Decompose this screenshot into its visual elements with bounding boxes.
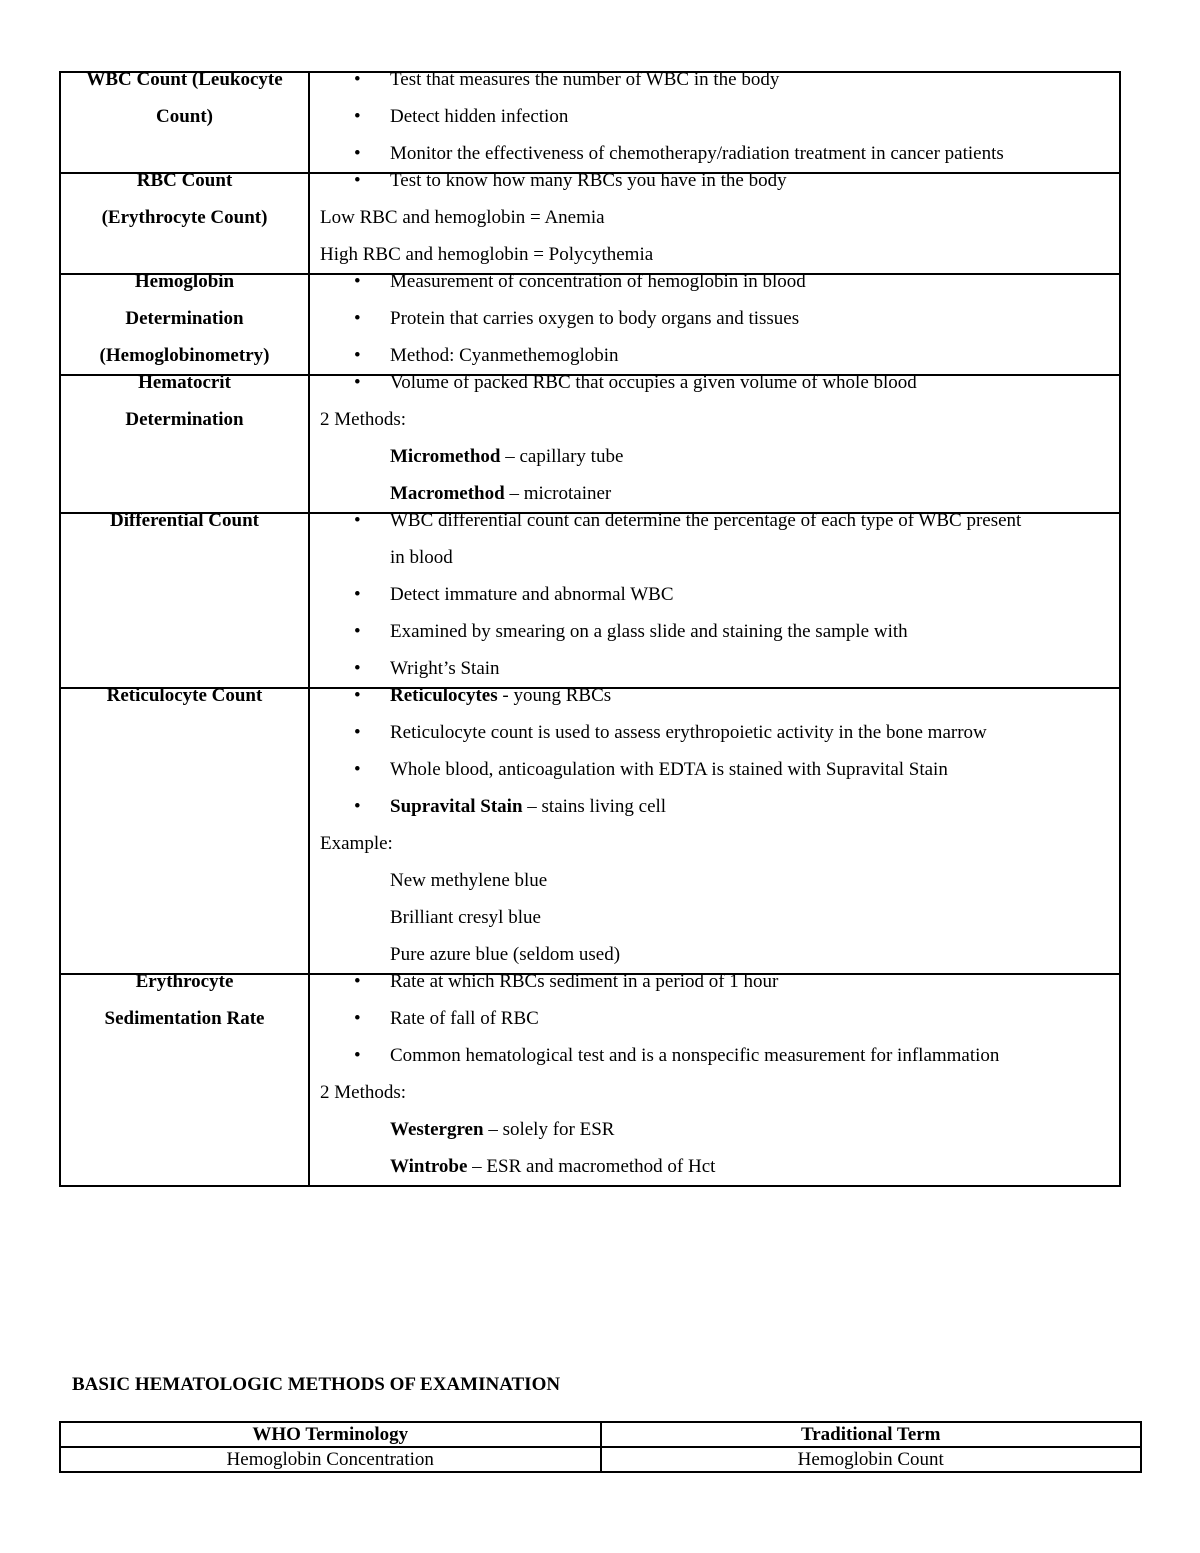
bullet-item [320, 98, 1119, 135]
line-text: Method: Cyanmethemoglobin [390, 345, 619, 366]
test-description-cell [309, 170, 1120, 274]
test-name-line: Hemoglobin [134, 271, 235, 292]
bullet-item [320, 300, 1119, 337]
line-text: Low RBC and hemoglobin = Anemia [320, 207, 605, 228]
test-name-cell [60, 971, 309, 1186]
line-text: Common hematological test and is a nonspecific measurement for inflammation [390, 1045, 1000, 1066]
bold-term: Macromethod [390, 483, 505, 504]
bullet-item [320, 1037, 1119, 1074]
test-name-line: Reticulocyte Count [106, 685, 263, 706]
table-row [60, 173, 1120, 274]
line-text: WBC differential count can determine the percentage of each type of WBC present [390, 510, 1022, 531]
line-text: Reticulocyte count is used to assess erythropoietic activity in the bone marrow [390, 722, 987, 743]
line-text: Protein that carries oxygen to body organs and tissues [390, 308, 800, 329]
table-row [60, 72, 1120, 173]
line-text: High RBC and hemoglobin = Polycythemia [320, 244, 654, 265]
bullet-item [320, 751, 1119, 788]
test-name-line: RBC Count [136, 170, 233, 191]
test-description-cell [309, 69, 1120, 173]
line-text: – microtainer [504, 483, 612, 504]
line-text: – ESR and macromethod of Hct [467, 1156, 716, 1177]
section-title: BASIC HEMATOLOGIC METHODS OF EXAMINATION [72, 1374, 561, 1395]
line-text: - young RBCs [497, 685, 612, 706]
terminology-table [59, 1421, 1142, 1473]
description-line [320, 438, 1119, 475]
test-name-line: Erythrocyte [135, 971, 234, 992]
description-line [320, 899, 1119, 936]
table-row [60, 688, 1120, 974]
line-text: 2 Methods: [320, 1082, 407, 1103]
test-description-cell [309, 372, 1120, 513]
line-text: Whole blood, anticoagulation with EDTA is stained with Supravital Stain [390, 759, 948, 780]
test-name-line: Differential Count [110, 510, 259, 531]
line-text: Monitor the effectiveness of chemotherapy/radiation treatment in cancer patients [390, 143, 1004, 164]
table-row [60, 375, 1120, 513]
bullet-item [320, 1000, 1119, 1037]
table-row [60, 513, 1120, 688]
terminology-body [60, 1447, 1141, 1472]
test-name-cell [60, 510, 309, 688]
test-name-line: Sedimentation Rate [104, 1008, 265, 1029]
table-row [60, 974, 1120, 1186]
traditional-term-cell: Hemoglobin Count [601, 1447, 1142, 1472]
line-text: Example: [320, 833, 393, 854]
description-line [320, 199, 1119, 236]
bullet-item [320, 162, 1119, 199]
terminology-header-row [60, 1422, 1141, 1447]
bullet-item [320, 263, 1119, 300]
header-who-terminology: WHO Terminology [60, 1422, 601, 1447]
who-term-cell: Hemoglobin Concentration [60, 1447, 601, 1472]
bold-term: Supravital Stain [390, 796, 523, 817]
bullet-item [320, 963, 1119, 1000]
hematology-tests-body [60, 69, 1120, 1186]
line-text: Test that measures the number of WBC in the body [390, 69, 780, 90]
test-name-line: (Erythrocyte Count) [101, 207, 268, 228]
line-text: Detect hidden infection [390, 106, 569, 127]
bullet-item [320, 613, 1119, 650]
bullet-item [320, 714, 1119, 751]
line-text: Pure azure blue (seldom used) [390, 944, 621, 965]
line-text: Wright’s Stain [390, 658, 500, 679]
description-line [320, 1074, 1119, 1111]
line-text: Test to know how many RBCs you have in the body [390, 170, 787, 191]
line-text: – solely for ESR [483, 1119, 615, 1140]
line-text: New methylene blue [390, 870, 548, 891]
bullet-item [320, 788, 1119, 825]
description-line [320, 1148, 1119, 1185]
description-line [320, 539, 1119, 576]
line-text: Detect immature and abnormal WBC [390, 584, 674, 605]
line-text: – capillary tube [500, 446, 624, 467]
line-text: Volume of packed RBC that occupies a given volume of whole blood [390, 372, 917, 393]
line-text: Rate of fall of RBC [390, 1008, 539, 1029]
test-description-cell [309, 971, 1120, 1186]
line-text: – stains living cell [522, 796, 667, 817]
terminology-row [60, 1447, 1141, 1472]
bullet-item [320, 502, 1119, 539]
test-description-cell [309, 510, 1120, 688]
test-name-cell [60, 271, 309, 375]
bold-term: Wintrobe [390, 1156, 468, 1177]
bullet-item [320, 677, 1119, 714]
line-text: 2 Methods: [320, 409, 407, 430]
bold-term: Westergren [390, 1119, 484, 1140]
line-text: in blood [390, 547, 453, 568]
test-description-cell [309, 271, 1120, 375]
description-line [320, 825, 1119, 862]
bullet-item [320, 61, 1119, 98]
bold-term: Micromethod [390, 446, 501, 467]
test-name-cell [60, 685, 309, 974]
test-name-cell [60, 372, 309, 513]
description-line [320, 862, 1119, 899]
test-name-line: (Hemoglobinometry) [99, 345, 270, 366]
line-text: Examined by smearing on a glass slide and staining the sample with [390, 621, 908, 642]
bullet-item [320, 576, 1119, 613]
test-name-cell [60, 170, 309, 274]
test-name-cell [60, 69, 309, 173]
test-name-line: Determination [125, 409, 244, 430]
line-text: Brilliant cresyl blue [390, 907, 541, 928]
hematology-tests-table [59, 71, 1121, 1187]
line-text: Rate at which RBCs sediment in a period of 1 hour [390, 971, 779, 992]
test-name-line: Determination [125, 308, 244, 329]
test-name-line: Hematocrit [138, 372, 231, 393]
bullet-item [320, 364, 1119, 401]
line-text: Measurement of concentration of hemoglobin in blood [390, 271, 806, 292]
table-row [60, 274, 1120, 375]
description-line [320, 1111, 1119, 1148]
test-description-cell [309, 685, 1120, 974]
bold-term: Reticulocytes [390, 685, 498, 706]
description-line [320, 401, 1119, 438]
test-name-line: WBC Count (Leukocyte [86, 69, 283, 90]
test-name-line: Count) [155, 106, 213, 127]
header-traditional-term: Traditional Term [601, 1422, 1142, 1447]
